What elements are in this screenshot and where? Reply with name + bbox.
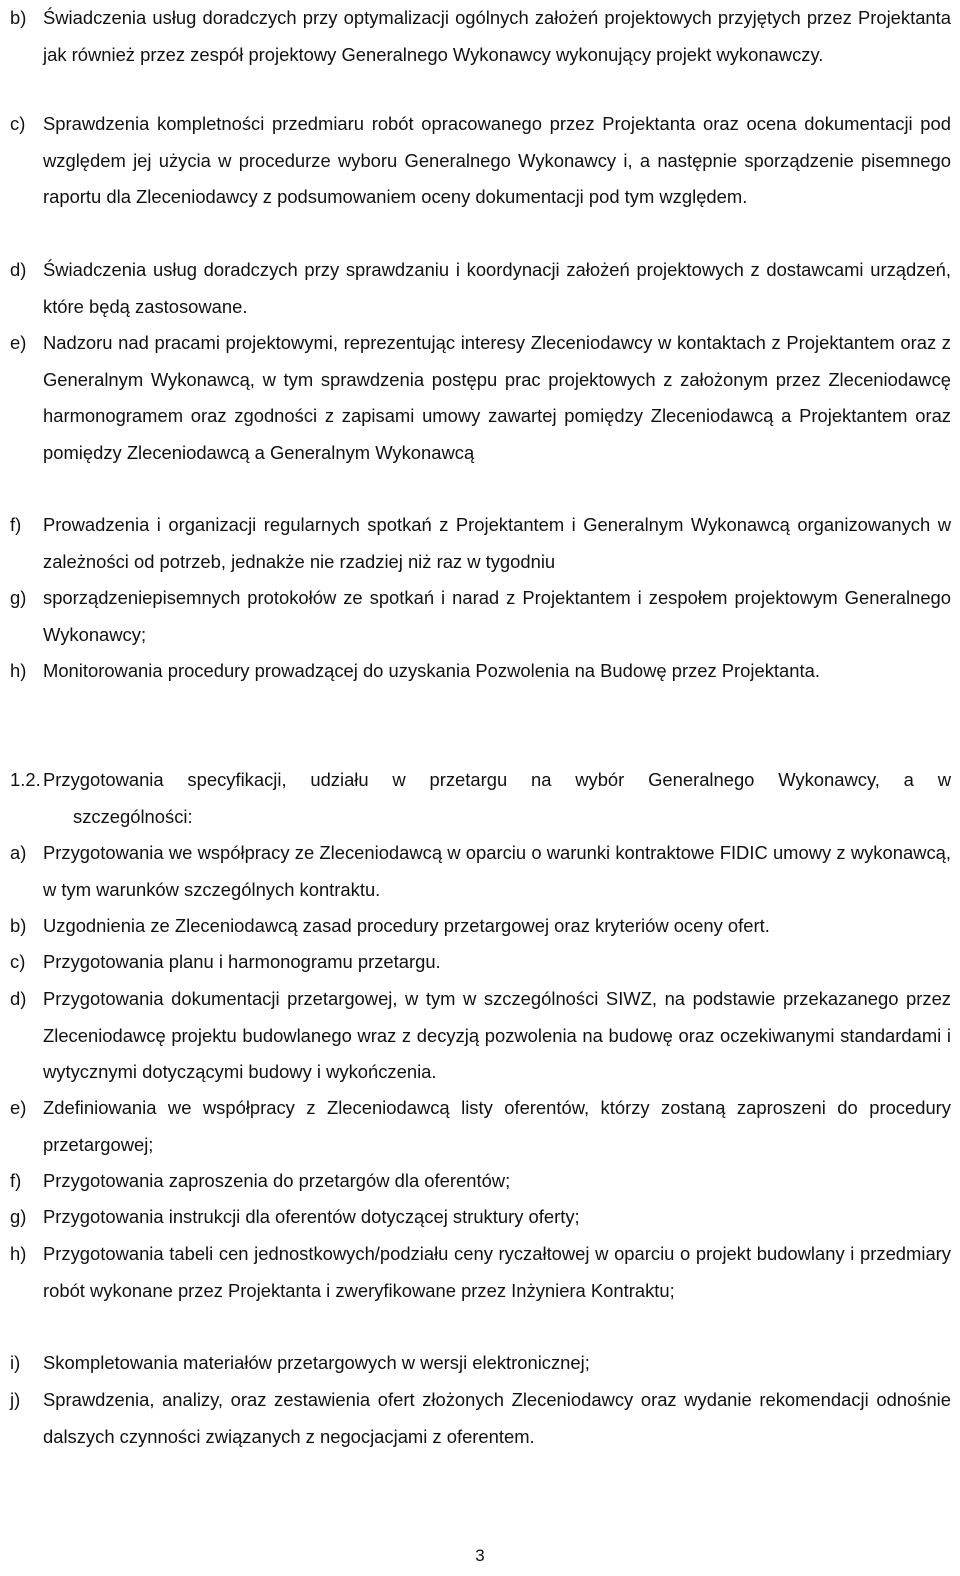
list-item-text: Świadczenia usług doradczych przy sprawdzaniu i koordynacji założeń projektowych z dostawcami urządzeń, które będą zastosowane.	[43, 259, 951, 317]
list-item-f	[10, 1163, 951, 1200]
list-item-text: Przygotowania zaproszenia do przetargów dla oferentów;	[43, 1170, 511, 1191]
list-item-c	[10, 944, 951, 981]
list-item-j	[10, 1382, 951, 1455]
list-marker: f)	[10, 514, 22, 535]
list-marker: c)	[10, 951, 26, 972]
section-title	[43, 762, 951, 835]
page-number: 3	[475, 1546, 485, 1565]
list-item-h	[10, 653, 951, 690]
list-marker: f)	[10, 1170, 22, 1191]
list-marker: e)	[10, 1097, 27, 1118]
list-item-h	[10, 1236, 951, 1309]
list-marker: d)	[10, 988, 27, 1009]
list-item-text: Sprawdzenia, analizy, oraz zestawienia ofert złożonych Zleceniodawcy oraz wydanie rekomendacji odnośnie dalszych czynności związanych z negocjacjami z oferentem.	[43, 1389, 951, 1447]
list-item-g	[10, 580, 951, 653]
list-item-text: Przygotowania tabeli cen jednostkowych/podziału ceny ryczałtowej w oparciu o projekt budowlany i przedmiary robót wykonane przez Projektanta i zweryfikowane przez Inżyniera Kontraktu;	[43, 1243, 951, 1301]
list-item-e	[10, 325, 951, 471]
list-item-d	[10, 252, 951, 325]
list-item-text: Monitorowania procedury prowadzącej do uzyskania Pozwolenia na Budowę przez Projektanta.	[43, 660, 820, 681]
list-item-text: Skompletowania materiałów przetargowych w wersji elektronicznej;	[43, 1352, 590, 1373]
list-item-text: Prowadzenia i organizacji regularnych spotkań z Projektantem i Generalnym Wykonawcą organizowanych w zależności od potrzeb, jednakże nie rzadziej niż raz w tygodniu	[43, 514, 951, 572]
list-marker: a)	[10, 842, 27, 863]
list-marker: h)	[10, 1243, 27, 1264]
list-item-f	[10, 507, 951, 580]
list-item-text: sporządzeniepisemnych protokołów ze spotkań i narad z Projektantem i zespołem projektowym Generalnego Wykonawcy;	[43, 587, 951, 645]
list-marker: g)	[10, 1206, 27, 1227]
list-item-text: Przygotowania we współpracy ze Zleceniodawcą w oparciu o warunki kontraktowe FIDIC umowy z wykonawcą, w tym warunków szczególnych kontraktu.	[43, 842, 951, 900]
list-item-text: Zdefiniowania we współpracy z Zleceniodawcą listy oferentów, którzy zostaną zaproszeni do procedury przetargowej;	[43, 1097, 951, 1155]
list-item-g	[10, 1199, 951, 1236]
list-marker: j)	[10, 1389, 21, 1410]
list-marker: d)	[10, 259, 27, 280]
list-marker: i)	[10, 1352, 21, 1373]
list-item-b	[10, 0, 951, 73]
list-marker: g)	[10, 587, 27, 608]
list-marker: b)	[10, 915, 27, 936]
list-item-b	[10, 908, 951, 945]
list-item-d	[10, 981, 951, 1091]
list-marker: h)	[10, 660, 27, 681]
list-item-text: Przygotowania dokumentacji przetargowej, w tym w szczególności SIWZ, na podstawie przekazanego przez Zleceniodawcę projektu budowlanego wraz z decyzją pozwolenia na budowę oraz oczekiwanymi standardami i wytycznymi dotyczącymi budowy i wykończenia.	[43, 988, 951, 1082]
list-marker: e)	[10, 332, 27, 353]
list-item-text: Przygotowania planu i harmonogramu przetargu.	[43, 951, 441, 972]
section-title-line: Przygotowania specyfikacji, udziału w przetargu na wybór Generalnego Wykonawcy, a w	[43, 769, 951, 790]
section-title-line: szczególności:	[73, 805, 193, 827]
list-item-text: Uzgodnienia ze Zleceniodawcą zasad procedury przetargowej oraz kryteriów oceny ofert.	[43, 915, 770, 936]
list-marker: b)	[10, 7, 27, 28]
list-item-e	[10, 1090, 951, 1163]
list-item-text: Świadczenia usług doradczych przy optymalizacji ogólnych założeń projektowych przyjętych przez Projektanta jak również przez zespół projektowy Generalnego Wykonawcy wykonujący projekt wykonawczy.	[43, 7, 951, 65]
list-marker: c)	[10, 113, 26, 134]
list-item-c	[10, 106, 951, 216]
list-item-text: Sprawdzenia kompletności przedmiaru robót opracowanego przez Projektanta oraz ocena dokumentacji pod względem jej użycia w procedurze wyboru Generalnego Wykonawcy i, a następnie sporządzenie pisemnego raportu dla Zleceniodawcy z podsumowaniem oceny dokumentacji pod tym względem.	[43, 113, 951, 207]
list-item-i	[10, 1345, 951, 1382]
list-item-text: Nadzoru nad pracami projektowymi, reprezentując interesy Zleceniodawcy w kontaktach z Projektantem oraz z Generalnym Wykonawcą, w tym sprawdzenia postępu prac projektowych z założonym przez Zleceniodawcę harmonogramem oraz zgodności z zapisami umowy zawartej pomiędzy Zleceniodawcą a Projektantem oraz pomiędzy Zleceniodawcą a Generalnym Wykonawcą	[43, 332, 951, 463]
list-item-a	[10, 835, 951, 908]
section-heading-1-2	[10, 762, 951, 835]
section-number: 1.2.	[10, 769, 41, 790]
list-item-text: Przygotowania instrukcji dla oferentów dotyczącej struktury oferty;	[43, 1206, 580, 1227]
